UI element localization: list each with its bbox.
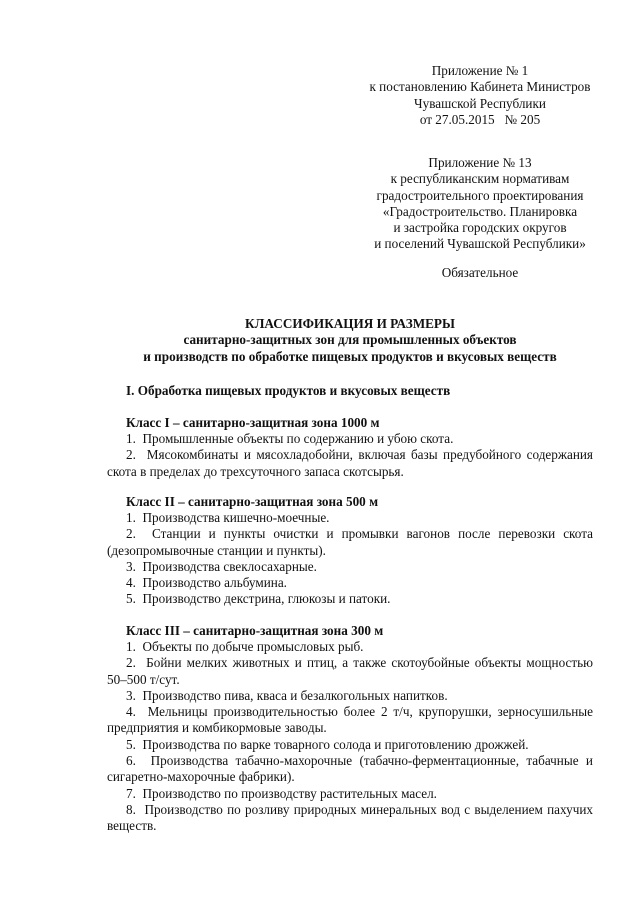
class-items-list: [107, 510, 597, 608]
list-item: 1. Объекты по добыче промысловых рыб.: [126, 639, 364, 654]
list-item: 5. Производства по варке товарного солода и приготовлению дрожжей.: [126, 736, 529, 752]
title-line: санитарно-защитных зон для промышленных объектов: [183, 332, 517, 348]
appendix-1-line: Приложение № 1: [431, 63, 529, 78]
appendix-13-line: «Градостроительство. Планировка: [382, 203, 578, 219]
title-line: КЛАССИФИКАЦИЯ И РАЗМЕРЫ: [245, 316, 455, 331]
title-line: и производств по обработке пищевых продуктов и вкусовых веществ: [143, 348, 557, 364]
appendix-1-line: от 27.05.2015 № 205: [419, 111, 541, 127]
class-items-list: [107, 431, 597, 480]
list-item: 4. Мельницы производительностью более 2 т/ч, крупорушки, зерносушильные предприятия и комбикормовые заводы.: [107, 704, 597, 736]
document-title: [97, 316, 603, 365]
list-item: 7. Производство по производству растительных масел.: [126, 785, 437, 801]
appendix-13-header: [340, 155, 620, 253]
list-item: 2. Станции и пункты очистки и промывки вагонов после перевозки скота (дезопромывочные станции и пункты).: [107, 526, 597, 558]
appendix-1-line: к постановлению Кабинета Министров: [369, 79, 591, 95]
list-item: 4. Производство альбумина.: [126, 575, 287, 591]
list-item: 6. Производства табачно-махорочные (табачно-ферментационные, табачные и сигаретно-махорочные фабрики).: [107, 753, 597, 785]
section-heading: I. Обработка пищевых продуктов и вкусовых веществ: [126, 383, 451, 398]
list-item: 3. Производства свеклосахарные.: [126, 558, 317, 574]
class-items-list: [107, 639, 597, 835]
appendix-13-line: к республиканским нормативам: [390, 171, 570, 187]
list-item: 1. Производства кишечно-моечные.: [126, 510, 330, 525]
list-item: 3. Производство пива, кваса и безалкогольных напитков.: [126, 687, 448, 703]
appendix-1-line: Чувашской Республики: [414, 95, 546, 111]
class-heading: Класс III – санитарно-защитная зона 300 м: [126, 623, 384, 638]
appendix-13-line: и поселений Чувашской Республики»: [374, 236, 586, 252]
appendix-13-line: и застройка городских округов: [393, 220, 567, 236]
mandatory-label: Обязательное: [441, 265, 519, 280]
list-item: 2. Бойни мелких животных и птиц, а также скотоубойные объекты мощностью 50–500 т/сут.: [107, 655, 597, 687]
list-item: 5. Производство декстрина, глюкозы и патоки.: [126, 591, 391, 607]
list-item: 8. Производство по розливу природных минеральных вод с выделением пахучих веществ.: [107, 801, 597, 834]
appendix-13-line: градостроительного проектирования: [376, 187, 584, 203]
class-heading: Класс II – санитарно-защитная зона 500 м: [126, 494, 379, 509]
appendix-13-line: Приложение № 13: [428, 155, 532, 170]
list-item: 1. Промышленные объекты по содержанию и убою скота.: [126, 431, 454, 446]
class-heading: Класс I – санитарно-защитная зона 1000 м: [126, 415, 380, 430]
appendix-1-header: [340, 63, 620, 128]
list-item: 2. Мясокомбинаты и мясохладобойни, включая базы предубойного содержания скота в пределах до трехсуточного запаса скотсырья.: [107, 447, 597, 479]
